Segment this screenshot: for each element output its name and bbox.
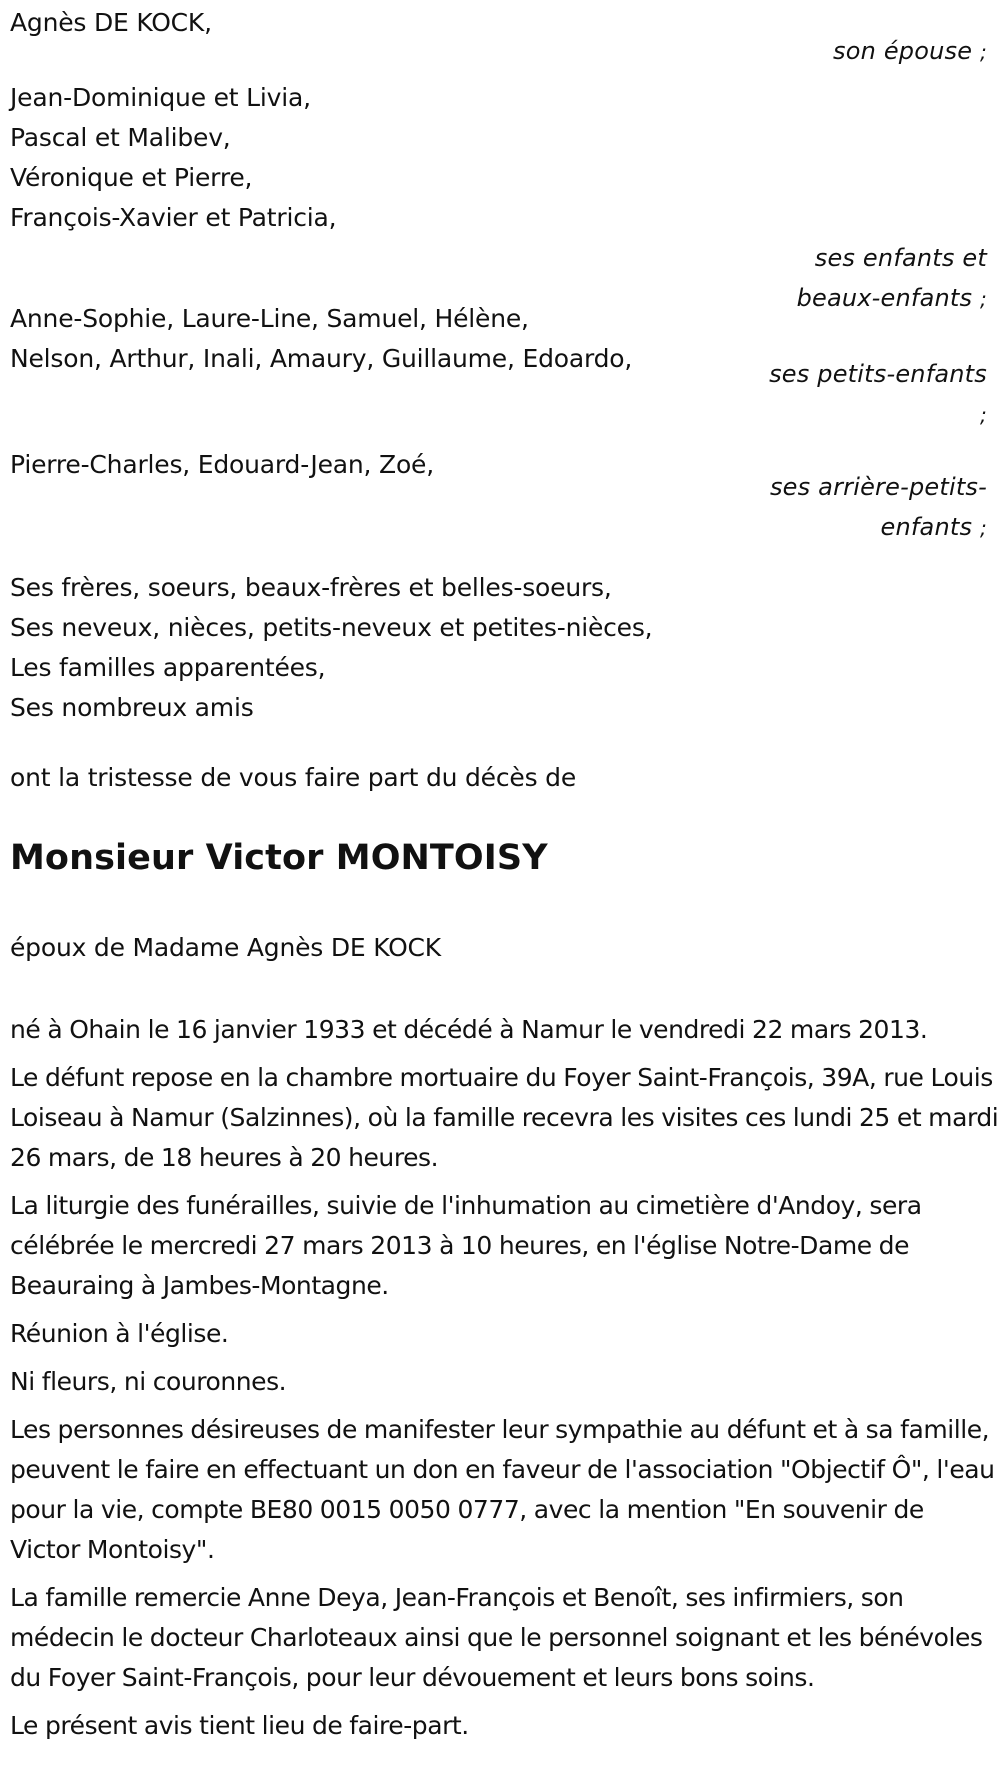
role-suffix: ; — [980, 40, 987, 64]
death-notice — [0, 3, 1000, 1746]
child-couple: Jean-Dominique et Livia, — [10, 83, 311, 112]
announcement-text: ont la tristesse de vous faire part du décès de — [10, 763, 577, 792]
grandchildren-group — [10, 299, 987, 435]
family-line: Les familles apparentées, — [10, 653, 326, 682]
child-couple: Pascal et Malibev, — [10, 123, 231, 152]
role-label: enfants — [880, 513, 973, 541]
family-line: Ses nombreux amis — [10, 693, 254, 722]
role-label-line2 — [757, 278, 987, 319]
great-grandchildren-names — [10, 445, 434, 485]
grandchildren-names — [10, 299, 632, 379]
spouse-name: Agnès DE KOCK, — [10, 8, 212, 37]
no-flowers-paragraph: Ni fleurs, ni couronnes. — [10, 1367, 287, 1396]
role-suffix: ; — [980, 287, 987, 311]
spouse-of-line: époux de Madame Agnès DE KOCK — [10, 933, 442, 962]
great-grandchildren-group — [10, 445, 987, 548]
family-line: Ses neveux, nièces, petits-neveux et petites-nièces, — [10, 613, 653, 642]
grandchildren-line: Nelson, Arthur, Inali, Amaury, Guillaume, Edoardo, — [10, 344, 633, 373]
children-role — [757, 238, 987, 319]
role-label-line1: ses arrière-petits- — [769, 473, 987, 501]
viewing-paragraph: Le défunt repose en la chambre mortuaire du Foyer Saint-François, 39A, rue Louis Loiseau à Namur (Salzinnes), où la famille recevra les visites ces lundi 25 et mardi 26 mars, de 18 heures à 20 heures. — [10, 1063, 999, 1172]
role-label: beaux-enfants — [796, 284, 973, 312]
child-couple: Véronique et Pierre, — [10, 163, 253, 192]
spouse-names — [10, 3, 212, 43]
role-label-line2 — [757, 507, 987, 548]
thanks-paragraph: La famille remercie Anne Deya, Jean-François et Benoît, ses infirmiers, son médecin le docteur Charloteaux ainsi que le personnel soignant et les bénévoles du Foyer Saint-François, pour leur dévouement et leurs bons soins. — [10, 1583, 983, 1692]
role-suffix: ; — [980, 516, 987, 540]
role-label-line1: ses enfants et — [814, 244, 987, 272]
children-names — [10, 78, 336, 238]
grandchildren-role — [757, 354, 987, 435]
funeral-paragraph: La liturgie des funérailles, suivie de l'inhumation au cimetière d'Andoy, sera célébrée le mercredi 27 mars 2013 à 10 heures, en l'église Notre-Dame de Beauraing à Jambes-Montagne. — [10, 1191, 922, 1300]
family-line: Ses frères, soeurs, beaux-frères et belles-soeurs, — [10, 573, 612, 602]
children-group — [10, 78, 987, 312]
child-couple: François-Xavier et Patricia, — [10, 203, 337, 232]
birth-death-paragraph: né à Ohain le 16 janvier 1933 et décédé à Namur le vendredi 22 mars 2013. — [10, 1015, 928, 1044]
great-grandchildren-role — [757, 467, 987, 548]
role-suffix: ; — [980, 403, 987, 427]
closing-paragraph: Le présent avis tient lieu de faire-part. — [10, 1711, 469, 1740]
extended-family — [10, 568, 987, 728]
gathering-paragraph: Réunion à l'église. — [10, 1319, 229, 1348]
role-label: son épouse — [833, 37, 973, 65]
donation-paragraph: Les personnes désireuses de manifester leur sympathie au défunt et à sa famille, peuvent le faire en effectuant un don en faveur de l'association "Objectif Ô", l'eau pour la vie, compte BE80 0015 0050 0777, avec la mention "En souvenir de Victor Montoisy". — [10, 1415, 995, 1564]
grandchildren-line: Anne-Sophie, Laure-Line, Samuel, Hélène, — [10, 304, 529, 333]
spouse-role — [757, 31, 987, 72]
spouse-group — [10, 3, 987, 72]
great-grandchildren-line: Pierre-Charles, Edouard-Jean, Zoé, — [10, 450, 434, 479]
role-label: ses petits-enfants — [769, 360, 987, 388]
deceased-name: Monsieur Victor MONTOISY — [10, 838, 548, 878]
